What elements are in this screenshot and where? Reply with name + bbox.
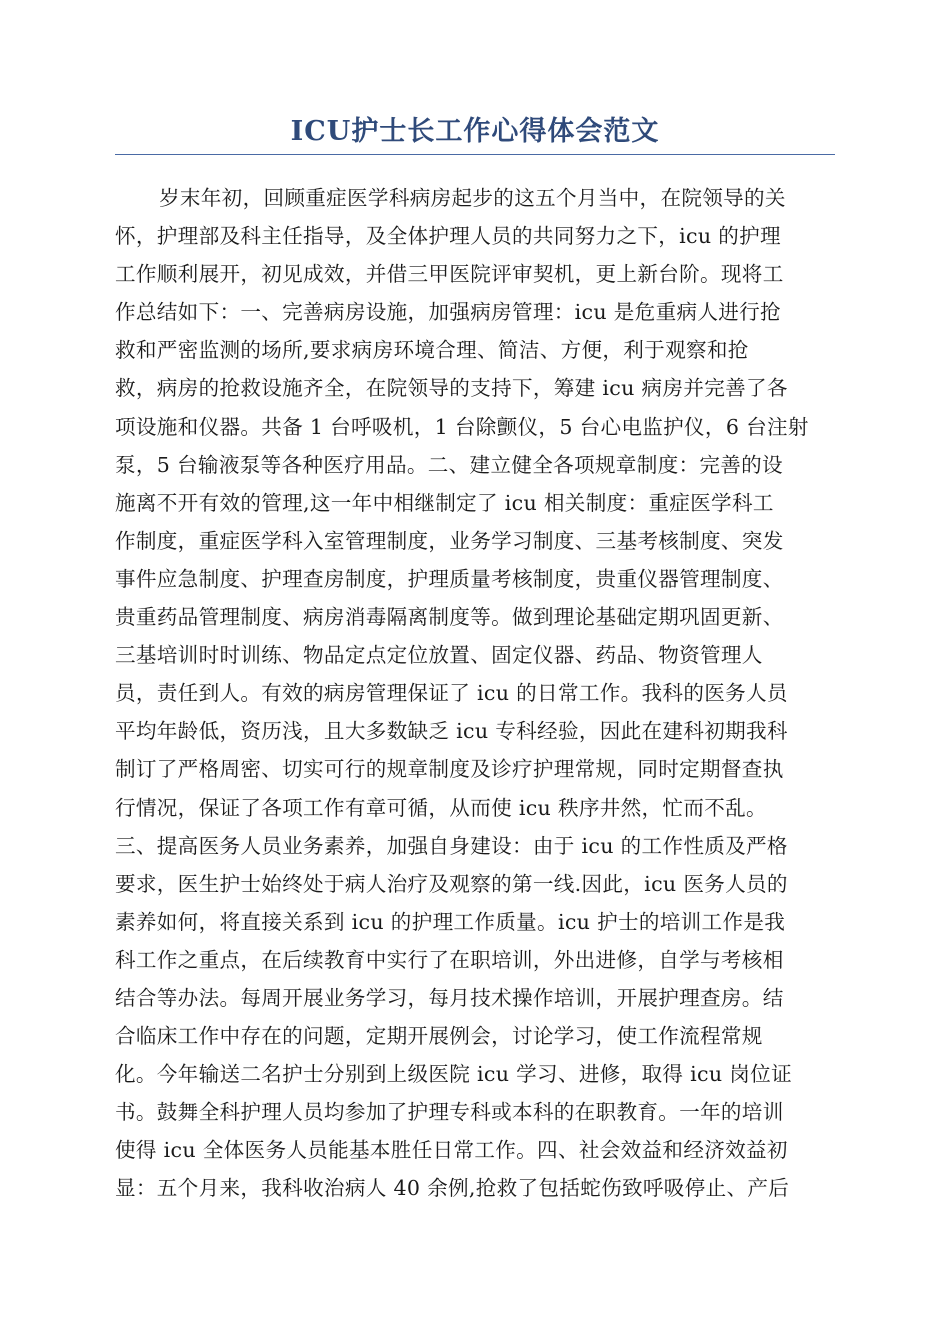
text-line: 化。今年输送二名护士分别到上级医院 icu 学习、进修，取得 icu 岗位证 [115, 1062, 792, 1087]
title-underline [115, 154, 835, 155]
text-line: 科工作之重点，在后续教育中实行了在职培训，外出进修，自学与考核相 [115, 947, 784, 972]
text-line: 岁末年初，回顾重症医学科病房起步的这五个月当中，在院领导的关 [159, 186, 786, 210]
text-line: 项设施和仪器。共备 1 台呼吸机，1 台除颤仪，5 台心电监护仪，6 台注射 [115, 414, 809, 439]
page-title: ICU护士长工作心得体会范文 [290, 116, 660, 147]
text-line: 作总结如下：一、完善病房设施，加强病房管理：icu 是危重病人进行抢 [115, 300, 781, 325]
text-line: 三基培训时时训练、物品定点定位放置、固定仪器、药品、物资管理人 [115, 643, 763, 668]
text-line: 救和严密监测的场所,要求病房环境合理、简洁、方便，利于观察和抢 [115, 338, 749, 363]
text-line: 平均年龄低，资历浅，且大多数缺乏 icu 专科经验，因此在建科初期我科 [115, 719, 788, 744]
text-line: 施离不开有效的管理,这一年中相继制定了 icu 相关制度：重症医学科工 [115, 490, 774, 515]
text-line: 显：五个月来，我科收治病人 40 余例,抢救了包括蛇伤致呼吸停止、产后 [115, 1176, 790, 1201]
text-line: 泵，5 台输液泵等各种医疗用品。二、建立健全各项规章制度：完善的设 [115, 452, 783, 477]
body-text [115, 179, 835, 1208]
text-line: 要求，医生护士始终处于病人治疗及观察的第一线.因此，icu 医务人员的 [115, 871, 788, 896]
text-line: 制订了严格周密、切实可行的规章制度及诊疗护理常规，同时定期督查执 [115, 757, 784, 782]
text-line: 贵重药品管理制度、病房消毒隔离制度等。做到理论基础定期巩固更新、 [115, 605, 784, 630]
text-line: 结合等办法。每周开展业务学习，每月技术操作培训，开展护理查房。结 [115, 985, 784, 1010]
text-line: 事件应急制度、护理查房制度，护理质量考核制度，贵重仪器管理制度、 [115, 566, 784, 591]
text-line: 怀，护理部及科主任指导，及全体护理人员的共同努力之下，icu 的护理 [115, 224, 781, 249]
text-line: 素养如何，将直接关系到 icu 的护理工作质量。icu 护士的培训工作是我 [115, 909, 786, 934]
text-line: 行情况，保证了各项工作有章可循，从而使 icu 秩序井然，忙而不乱。 [115, 795, 767, 820]
text-line: 工作顺利展开，初见成效，并借三甲医院评审契机，更上新台阶。现将工 [115, 262, 784, 287]
text-line: 书。鼓舞全科护理人员均参加了护理专科或本科的在职教育。一年的培训 [115, 1100, 784, 1125]
text-line: 作制度，重症医学科入室管理制度，业务学习制度、三基考核制度、突发 [115, 528, 784, 553]
text-line: 员，责任到人。有效的病房管理保证了 icu 的日常工作。我科的医务人员 [115, 681, 788, 706]
text-line: 救，病房的抢救设施齐全，在院领导的支持下，筹建 icu 病房并完善了各 [115, 376, 788, 401]
text-line: 合临床工作中存在的问题，定期开展例会，讨论学习，使工作流程常规 [115, 1024, 763, 1049]
text-line: 使得 icu 全体医务人员能基本胜任日常工作。四、社会效益和经济效益初 [115, 1138, 788, 1163]
text-line: 三、提高医务人员业务素养，加强自身建设：由于 icu 的工作性质及严格 [115, 833, 788, 858]
